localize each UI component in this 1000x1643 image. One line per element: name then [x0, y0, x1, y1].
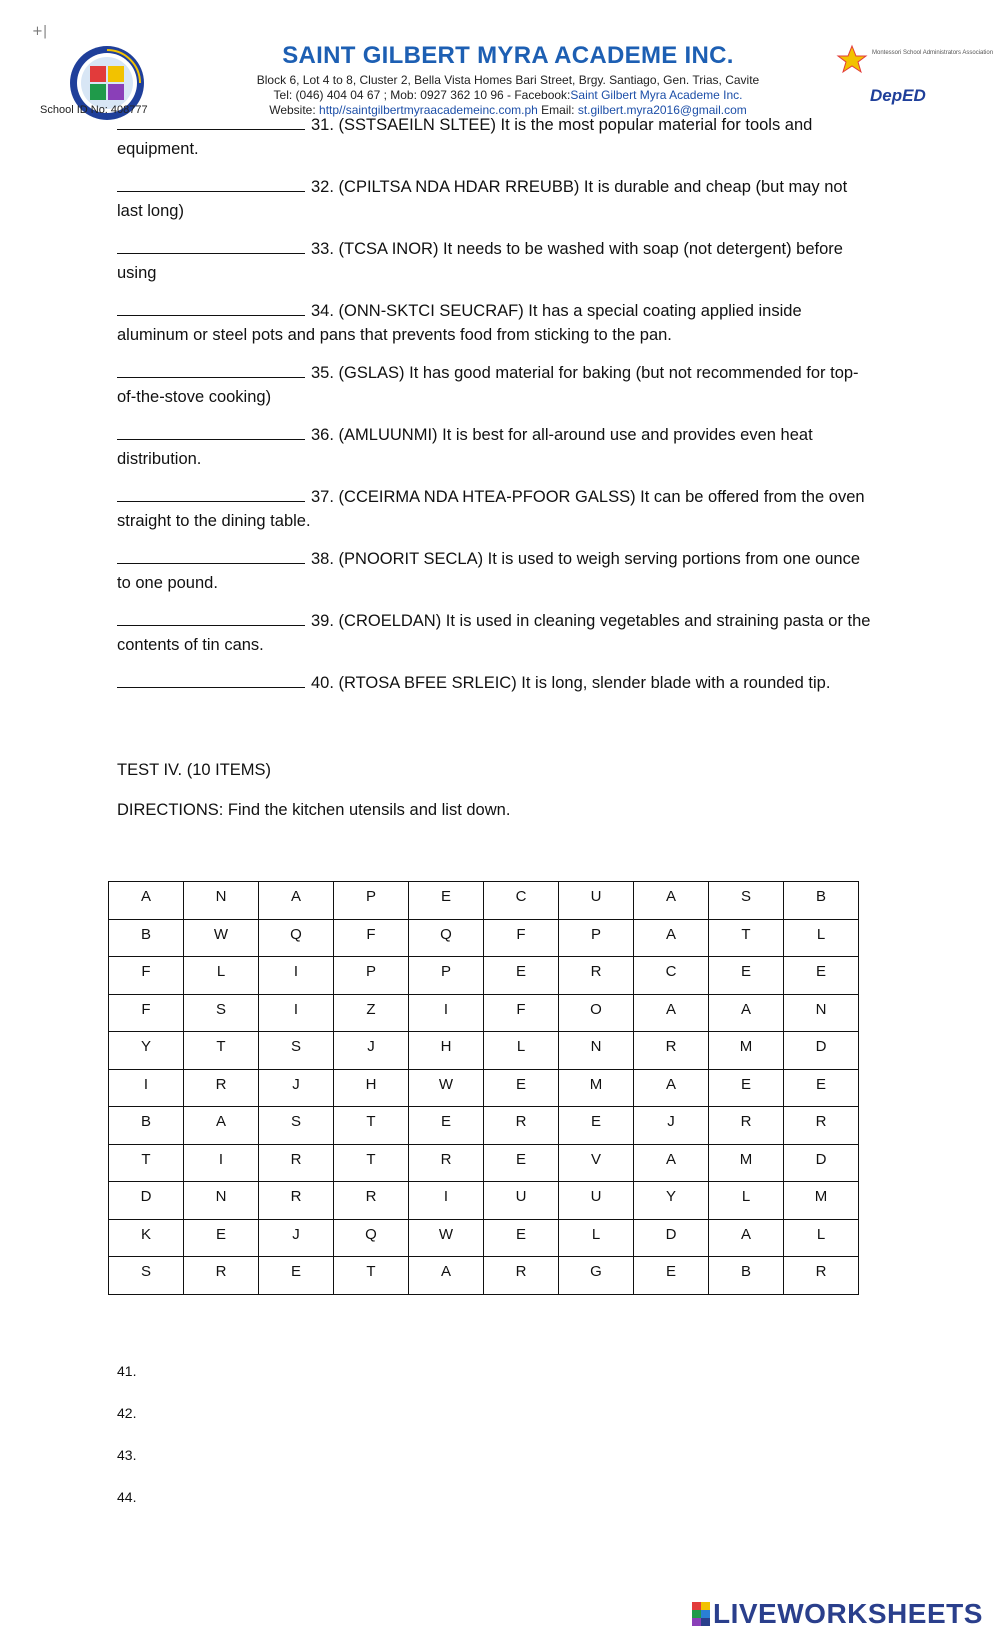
grid-cell: A [634, 882, 709, 920]
website-label: Website: [269, 103, 316, 117]
grid-row [109, 1182, 859, 1220]
answer-blank[interactable] [117, 114, 305, 130]
email-label: Email: [541, 103, 575, 117]
grid-cell: S [259, 1107, 334, 1145]
grid-cell: G [559, 1257, 634, 1295]
grid-cell: S [259, 1032, 334, 1070]
question-item [117, 175, 877, 223]
grid-cell: K [109, 1219, 184, 1257]
grid-cell: A [109, 882, 184, 920]
question-number: 37. [311, 488, 334, 506]
grid-cell: L [559, 1219, 634, 1257]
grid-cell: B [784, 882, 859, 920]
grid-cell: W [409, 1219, 484, 1257]
grid-cell: P [334, 957, 409, 995]
grid-cell: H [334, 1069, 409, 1107]
grid-cell: T [334, 1144, 409, 1182]
grid-cell: E [259, 1257, 334, 1295]
grid-cell: L [184, 957, 259, 995]
grid-cell: I [184, 1144, 259, 1182]
grid-cell: T [709, 919, 784, 957]
question-item [117, 547, 877, 595]
question-number: 40. [311, 674, 334, 692]
grid-cell: F [484, 994, 559, 1032]
grid-cell: N [184, 882, 259, 920]
question-item [117, 485, 877, 533]
facebook-link[interactable]: Saint Gilbert Myra Academe Inc. [570, 88, 743, 102]
answer-blank[interactable] [117, 672, 305, 688]
question-number: 36. [311, 426, 334, 444]
grid-cell: Y [109, 1032, 184, 1070]
grid-row [109, 957, 859, 995]
test-iv-directions: DIRECTIONS: Find the kitchen utensils and list down. [117, 801, 511, 819]
grid-row [109, 919, 859, 957]
grid-cell: Q [259, 919, 334, 957]
school-id: School ID No: 408777 [40, 104, 148, 116]
grid-cell: B [109, 919, 184, 957]
grid-cell: E [709, 957, 784, 995]
grid-cell: I [409, 994, 484, 1032]
grid-cell: F [334, 919, 409, 957]
grid-cell: E [784, 957, 859, 995]
question-text: (ONN-SKTCI SEUCRAF) It has a special coating applied inside aluminum or steel pots and pans that prevents food from sticking to the pan. [117, 302, 802, 344]
question-text: (PNOORIT SECLA) It is used to weigh serving portions from one ounce to one pound. [117, 550, 861, 592]
grid-cell: E [184, 1219, 259, 1257]
grid-cell: I [259, 994, 334, 1032]
grid-cell: V [559, 1144, 634, 1182]
answer-line-number: 42. [117, 1405, 137, 1421]
grid-cell: E [409, 1107, 484, 1145]
grid-cell: R [409, 1144, 484, 1182]
grid-cell: I [109, 1069, 184, 1107]
question-item [117, 609, 877, 657]
grid-cell: M [709, 1144, 784, 1182]
grid-cell: P [334, 882, 409, 920]
grid-cell: I [259, 957, 334, 995]
contact-phone: Tel: (046) 404 04 67 ; Mob: 0927 362 10 96 - Facebook: [273, 88, 571, 102]
grid-cell: B [709, 1257, 784, 1295]
answer-line-number: 41. [117, 1363, 137, 1379]
school-name: SAINT GILBERT MYRA ACADEME INC. [282, 42, 734, 69]
grid-cell: E [484, 1219, 559, 1257]
answer-blank[interactable] [117, 486, 305, 502]
question-text: (CPILTSA NDA HDAR RREUBB) It is durable and cheap (but may not last long) [117, 178, 848, 220]
grid-cell: Q [409, 919, 484, 957]
grid-cell: P [409, 957, 484, 995]
grid-cell: M [559, 1069, 634, 1107]
question-number: 34. [311, 302, 334, 320]
grid-cell: J [259, 1069, 334, 1107]
grid-cell: E [784, 1069, 859, 1107]
answer-blank[interactable] [117, 548, 305, 564]
grid-cell: J [259, 1219, 334, 1257]
question-number: 33. [311, 240, 334, 258]
question-text: (TCSA INOR) It needs to be washed with soap (not detergent) before using [117, 240, 843, 282]
grid-cell: N [559, 1032, 634, 1070]
grid-row [109, 1144, 859, 1182]
question-item [117, 113, 877, 161]
grid-cell: U [559, 1182, 634, 1220]
grid-cell: T [334, 1257, 409, 1295]
grid-row [109, 882, 859, 920]
grid-cell: O [559, 994, 634, 1032]
grid-cell: H [409, 1032, 484, 1070]
grid-cell: E [484, 957, 559, 995]
question-item [117, 237, 877, 285]
answer-blank[interactable] [117, 176, 305, 192]
grid-cell: Y [634, 1182, 709, 1220]
school-address: Block 6, Lot 4 to 8, Cluster 2, Bella Vista Homes Bari Street, Brgy. Santiago, Gen. Trias, Cavite [256, 73, 760, 87]
word-search-grid [108, 881, 859, 1295]
grid-cell: T [334, 1107, 409, 1145]
question-text: (SSTSAEILN SLTEE) It is the most popular material for tools and equipment. [117, 116, 813, 158]
question-number: 35. [311, 364, 334, 382]
grid-cell: R [784, 1257, 859, 1295]
grid-cell: E [484, 1069, 559, 1107]
question-text: (RTOSA BFEE SRLEIC) It is long, slender blade with a rounded tip. [338, 674, 831, 692]
answer-blank[interactable] [117, 238, 305, 254]
school-contacts [203, 88, 813, 102]
liveworksheets-footer[interactable] [692, 1599, 983, 1629]
msaa-logo [838, 44, 994, 76]
grid-row [109, 994, 859, 1032]
msaa-text: Montessori School Administrators Association [872, 50, 994, 56]
paragraph-anchor-mark: +| [32, 24, 48, 39]
grid-cell: A [634, 1144, 709, 1182]
question-number: 39. [311, 612, 334, 630]
grid-cell: N [784, 994, 859, 1032]
question-item [117, 299, 877, 347]
grid-cell: J [634, 1107, 709, 1145]
grid-cell: R [334, 1182, 409, 1220]
grid-cell: R [709, 1107, 784, 1145]
question-item [117, 671, 877, 695]
grid-cell: U [559, 882, 634, 920]
grid-cell: F [109, 957, 184, 995]
grid-cell: D [784, 1144, 859, 1182]
grid-cell: R [484, 1257, 559, 1295]
grid-cell: D [784, 1032, 859, 1070]
grid-cell: A [634, 994, 709, 1032]
email-link[interactable]: st.gilbert.myra2016@gmail.com [577, 103, 747, 117]
question-item [117, 361, 877, 409]
grid-cell: S [709, 882, 784, 920]
grid-cell: Z [334, 994, 409, 1032]
question-text: (AMLUUNMI) It is best for all-around use and provides even heat distribution. [117, 426, 813, 468]
question-text: (CROELDAN) It is used in cleaning vegetables and straining pasta or the contents of tin cans. [117, 612, 871, 654]
answer-blank[interactable] [117, 610, 305, 626]
grid-cell: S [184, 994, 259, 1032]
question-text: (CCEIRMA NDA HTEA-PFOOR GALSS) It can be offered from the oven straight to the dining table. [117, 488, 865, 530]
grid-cell: L [784, 919, 859, 957]
grid-cell: N [184, 1182, 259, 1220]
grid-cell: A [709, 1219, 784, 1257]
grid-cell: D [109, 1182, 184, 1220]
grid-cell: E [409, 882, 484, 920]
answer-line-number: 43. [117, 1447, 137, 1463]
grid-cell: E [559, 1107, 634, 1145]
grid-cell: D [634, 1219, 709, 1257]
grid-cell: B [109, 1107, 184, 1145]
question-number: 31. [311, 116, 334, 134]
grid-cell: M [784, 1182, 859, 1220]
grid-cell: R [484, 1107, 559, 1145]
liveworksheets-icon [692, 1602, 710, 1626]
grid-cell: F [109, 994, 184, 1032]
grid-cell: P [559, 919, 634, 957]
grid-cell: L [784, 1219, 859, 1257]
question-item [117, 423, 877, 471]
grid-cell: L [484, 1032, 559, 1070]
grid-cell: U [484, 1182, 559, 1220]
grid-cell: S [109, 1257, 184, 1295]
answer-blank[interactable] [117, 300, 305, 316]
grid-cell: T [109, 1144, 184, 1182]
grid-row [109, 1069, 859, 1107]
liveworksheets-brand: LIVEWORKSHEETS [713, 1598, 983, 1629]
grid-cell: I [409, 1182, 484, 1220]
grid-cell: R [184, 1257, 259, 1295]
grid-cell: A [409, 1257, 484, 1295]
grid-cell: R [259, 1144, 334, 1182]
grid-cell: R [784, 1107, 859, 1145]
grid-cell: J [334, 1032, 409, 1070]
website-link[interactable]: http//saintgilbertmyraacademeinc.com.ph [319, 103, 538, 117]
grid-cell: E [484, 1144, 559, 1182]
grid-cell: R [559, 957, 634, 995]
grid-cell: C [484, 882, 559, 920]
deped-logo: DepED [870, 86, 926, 105]
grid-cell: A [259, 882, 334, 920]
grid-cell: W [184, 919, 259, 957]
grid-row [109, 1257, 859, 1295]
grid-cell: M [709, 1032, 784, 1070]
answer-blank[interactable] [117, 424, 305, 440]
grid-cell: A [634, 919, 709, 957]
answer-blank[interactable] [117, 362, 305, 378]
grid-cell: F [484, 919, 559, 957]
grid-cell: E [634, 1257, 709, 1295]
grid-cell: W [409, 1069, 484, 1107]
grid-row [109, 1107, 859, 1145]
answer-line-number: 44. [117, 1489, 137, 1505]
question-text: (GSLAS) It has good material for baking (but not recommended for top-of-the-stove cooking) [117, 364, 859, 406]
test-iv-title: TEST IV. (10 ITEMS) [117, 761, 272, 779]
question-number: 38. [311, 550, 334, 568]
grid-cell: E [709, 1069, 784, 1107]
grid-cell: L [709, 1182, 784, 1220]
grid-cell: A [184, 1107, 259, 1145]
question-number: 32. [311, 178, 334, 196]
grid-cell: T [184, 1032, 259, 1070]
grid-cell: A [709, 994, 784, 1032]
grid-row [109, 1032, 859, 1070]
grid-cell: A [634, 1069, 709, 1107]
grid-row [109, 1219, 859, 1257]
grid-cell: R [259, 1182, 334, 1220]
grid-cell: Q [334, 1219, 409, 1257]
grid-cell: C [634, 957, 709, 995]
grid-cell: R [634, 1032, 709, 1070]
grid-cell: R [184, 1069, 259, 1107]
